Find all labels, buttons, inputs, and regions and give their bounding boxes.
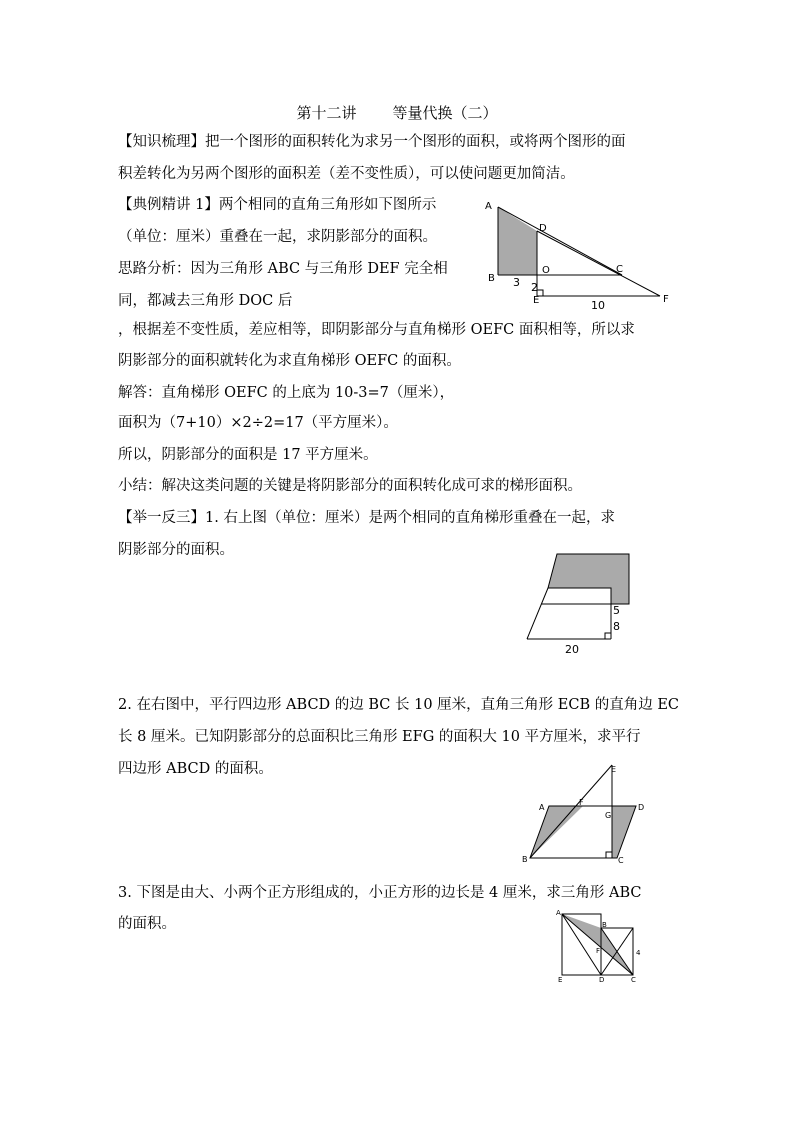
label-b: B [522,855,528,864]
label-d: D [539,223,547,234]
label-e: E [558,976,563,984]
label-f: F [579,798,584,807]
figure-two-squares [552,908,652,988]
practice1-line-2: 阴影部分的面积。 [118,542,234,558]
example1-line-5: ，根据差不变性质，差应相等，即阴影部分与直角梯形 OEFC 面积相等，所以求 [118,322,635,338]
label-d: D [599,976,605,984]
label-length-4: 4 [636,949,641,957]
label-length-10: 10 [591,299,605,312]
label-e: E [611,765,617,774]
practice2-line-1: 2. 在右图中，平行四边形 ABCD 的边 BC 长 10 厘米，直角三角形 ECB 的直角边 EC [118,697,680,713]
shaded-region-left [530,806,583,858]
label-length-8: 8 [613,620,620,633]
label-b: B [602,921,607,929]
title-lecture-number: 第十二讲 [296,104,357,122]
shaded-region-right [612,806,636,858]
practice2-line-2: 长 8 厘米。已知阴影部分的总面积比三角形 EFG 的面积大 10 平方厘米，求平行 [118,729,641,745]
example1-line-10: 小结：解决这类问题的关键是将阴影部分的面积转化成可求的梯形面积。 [118,478,582,494]
figure-overlapping-trapezoids [524,552,634,662]
practice1-line-1: 【举一反三】1. 右上图（单位：厘米）是两个相同的直角梯形重叠在一起，求 [118,510,615,526]
knowledge-line-2: 积差转化为另两个图形的面积差（差不变性质），可以使问题更加简洁。 [118,166,575,182]
label-f: F [663,294,669,305]
example1-line-1: 【典例精讲 1】两个相同的直角三角形如下图所示 [118,197,437,213]
figure-parallelogram [516,762,656,868]
example1-line-9: 所以，阴影部分的面积是 17 平方厘米。 [118,447,378,463]
label-c: C [616,264,623,275]
label-length-20: 20 [565,643,579,656]
example1-line-8: 面积为（7+10）×2÷2=17（平方厘米）。 [118,415,398,431]
label-f: F [596,947,601,955]
knowledge-line-1: 【知识梳理】把一个图形的面积转化为求另一个图形的面积，或将两个图形的面 [118,134,626,150]
label-c: C [631,976,636,984]
label-length-2: 2 [531,281,538,294]
example1-line-6: 阴影部分的面积就转化为求直角梯形 OEFC 的面积。 [118,353,461,369]
figure-overlapping-triangles [480,195,680,312]
practice2-line-3: 四边形 ABCD 的面积。 [118,761,273,777]
label-length-5: 5 [613,604,620,617]
example1-line-3: 思路分析：因为三角形 ABC 与三角形 DEF 完全相 [118,261,448,277]
label-g: G [605,811,612,820]
label-e: E [533,295,540,306]
label-a: A [556,909,561,917]
shaded-region-trapezoid [548,554,629,604]
label-length-3: 3 [513,276,520,289]
label-d: D [638,803,645,812]
practice3-line-1: 3. 下图是由大、小两个正方形组成的，小正方形的边长是 4 厘米，求三角形 ABC [118,885,642,901]
label-a: A [485,201,492,212]
practice3-line-2: 的面积。 [118,916,176,932]
label-o: O [542,265,550,276]
title-topic: 等量代换（二） [392,104,498,122]
right-angle-mark [605,633,611,639]
page-title [0,102,794,123]
right-angle-mark [606,852,612,858]
label-b: B [488,273,495,284]
label-a: A [539,803,545,812]
example1-line-7: 解答：直角梯形 OEFC 的上底为 10-3=7（厘米）， [118,385,455,401]
label-c: C [618,856,624,865]
example1-line-4: 同，都减去三角形 DOC 后 [118,293,293,309]
example1-line-2: （单位：厘米）重叠在一起，求阴影部分的面积。 [118,229,437,245]
